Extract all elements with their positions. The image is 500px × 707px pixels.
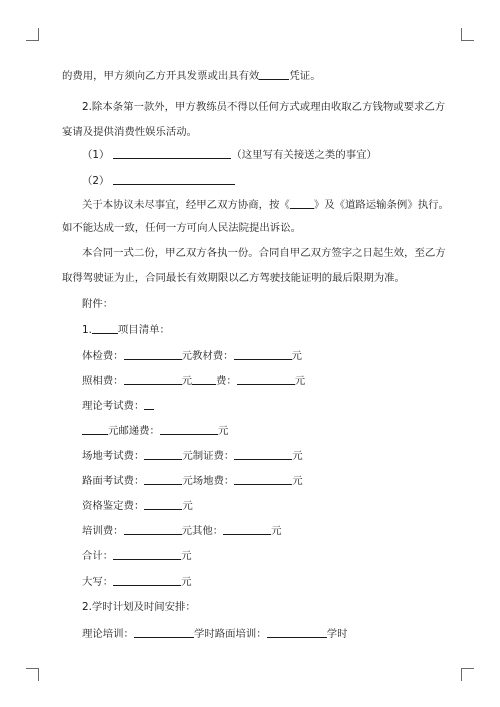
blank-underline	[259, 68, 289, 80]
text-segment: 宴请及提供消费性娱乐活动。	[62, 126, 198, 138]
text-line-15	[82, 423, 228, 438]
text-line-18	[82, 498, 193, 513]
blank-underline	[290, 197, 314, 209]
blank-underline	[144, 498, 182, 510]
text-line-14	[82, 398, 154, 413]
blank-underline	[124, 523, 182, 535]
text-segment: 元场地费：	[182, 475, 235, 487]
text-line-8	[82, 246, 446, 260]
text-line-22	[82, 600, 196, 614]
text-segment: 培训费：	[82, 525, 124, 537]
text-line-3	[62, 125, 197, 139]
text-segment: 2.除本条第一款外，甲方教练员不得以任何方式或理由收取乙方钱物或要求乙方	[82, 101, 446, 113]
crop-mark-top-right	[461, 28, 474, 41]
text-segment: 元	[181, 550, 192, 562]
text-segment: （1）	[82, 149, 110, 161]
text-segment: 取得驾驶证为止，合同最长有效期限以乙方驾驶技能证明的最后限期为准。	[62, 272, 405, 284]
crop-mark-top-left	[26, 28, 39, 41]
text-segment: 元邮递费：	[108, 425, 160, 437]
text-segment: 路面考试费：	[82, 475, 145, 487]
text-segment: 的费用，甲方须向乙方开具发票或出具有效	[62, 70, 260, 82]
text-line-20	[82, 548, 192, 563]
text-segment: 》及《道路运输条例》执行。	[313, 199, 449, 211]
text-line-11	[82, 322, 170, 337]
text-line-17	[82, 473, 303, 488]
blank-underline	[124, 373, 182, 385]
blank-underline	[144, 473, 182, 485]
text-segment: 体检费：	[82, 350, 124, 362]
blank-underline	[192, 373, 216, 385]
text-line-6	[82, 197, 449, 212]
text-line-12	[82, 348, 302, 363]
text-segment: 元	[292, 475, 303, 487]
crop-mark-bottom-left	[26, 668, 39, 681]
text-line-16	[82, 448, 303, 463]
blank-underline	[234, 473, 292, 485]
text-segment: 元	[181, 375, 192, 387]
text-line-7	[62, 221, 301, 235]
blank-underline	[237, 373, 295, 385]
text-segment: 学时路面培训：	[193, 628, 267, 640]
blank-underline	[160, 423, 218, 435]
text-segment: 理论考试费：	[82, 400, 145, 412]
text-segment: （这里写有关接送之类的事宜）	[231, 149, 377, 161]
text-segment: 附件：	[82, 298, 114, 310]
blank-underline	[223, 523, 271, 535]
blank-underline	[113, 574, 181, 586]
text-segment: 合计：	[82, 550, 114, 562]
text-line-2	[82, 100, 445, 114]
text-segment: 元	[217, 425, 229, 437]
text-segment: 元教材费：	[181, 350, 234, 362]
text-segment: 本合同一式二份，甲乙双方各执一份。合同自甲乙双方签字之日起生效，至乙方	[82, 247, 446, 259]
text-line-21	[82, 574, 192, 589]
text-segment: 理论培训：	[82, 628, 134, 640]
blank-underline	[134, 626, 194, 638]
text-segment: 项目清单：	[117, 324, 170, 336]
text-line-4	[82, 147, 377, 162]
blank-underline	[113, 548, 181, 560]
text-line-19	[82, 523, 282, 538]
crop-mark-bottom-right	[461, 668, 474, 681]
text-segment: 元	[294, 375, 306, 387]
text-segment: 如不能达成一致，任何一方可向人民法院提出诉讼。	[62, 222, 301, 234]
text-line-5	[82, 173, 235, 188]
text-segment: 2.学时计划及时间安排：	[82, 601, 196, 613]
text-segment: 元	[291, 350, 302, 362]
text-segment: 1.	[82, 324, 92, 336]
text-segment: 大写：	[82, 576, 114, 588]
text-line-1	[62, 68, 321, 83]
blank-underline	[144, 448, 182, 460]
text-segment: 元制证费：	[182, 450, 235, 462]
text-segment: 元	[182, 500, 193, 512]
text-segment: 学时	[326, 628, 348, 640]
text-segment: 元其他：	[181, 525, 224, 537]
blank-underline	[234, 448, 292, 460]
text-segment: 场地考试费：	[82, 450, 145, 462]
text-line-9	[62, 271, 405, 285]
text-segment: 元	[271, 525, 282, 537]
blank-underline	[267, 626, 327, 638]
text-line-10	[82, 297, 113, 311]
text-segment: （2）	[82, 175, 110, 187]
text-segment: 元	[181, 576, 192, 588]
text-segment: 资格鉴定费：	[82, 500, 145, 512]
text-segment: 关于本协议未尽事宜，经甲乙双方协商，按《	[82, 199, 290, 211]
text-segment: 照相费：	[82, 375, 124, 387]
text-segment: 费：	[215, 375, 237, 387]
blank-underline	[82, 423, 108, 435]
text-segment: 元	[292, 450, 303, 462]
blank-underline	[92, 322, 118, 334]
blank-underline	[113, 147, 231, 159]
blank-underline	[124, 348, 182, 360]
blank-underline	[144, 398, 154, 410]
text-line-23	[82, 626, 347, 641]
blank-underline	[113, 173, 235, 185]
text-segment: 凭证。	[289, 70, 321, 82]
blank-underline	[234, 348, 292, 360]
text-line-13	[82, 373, 305, 388]
